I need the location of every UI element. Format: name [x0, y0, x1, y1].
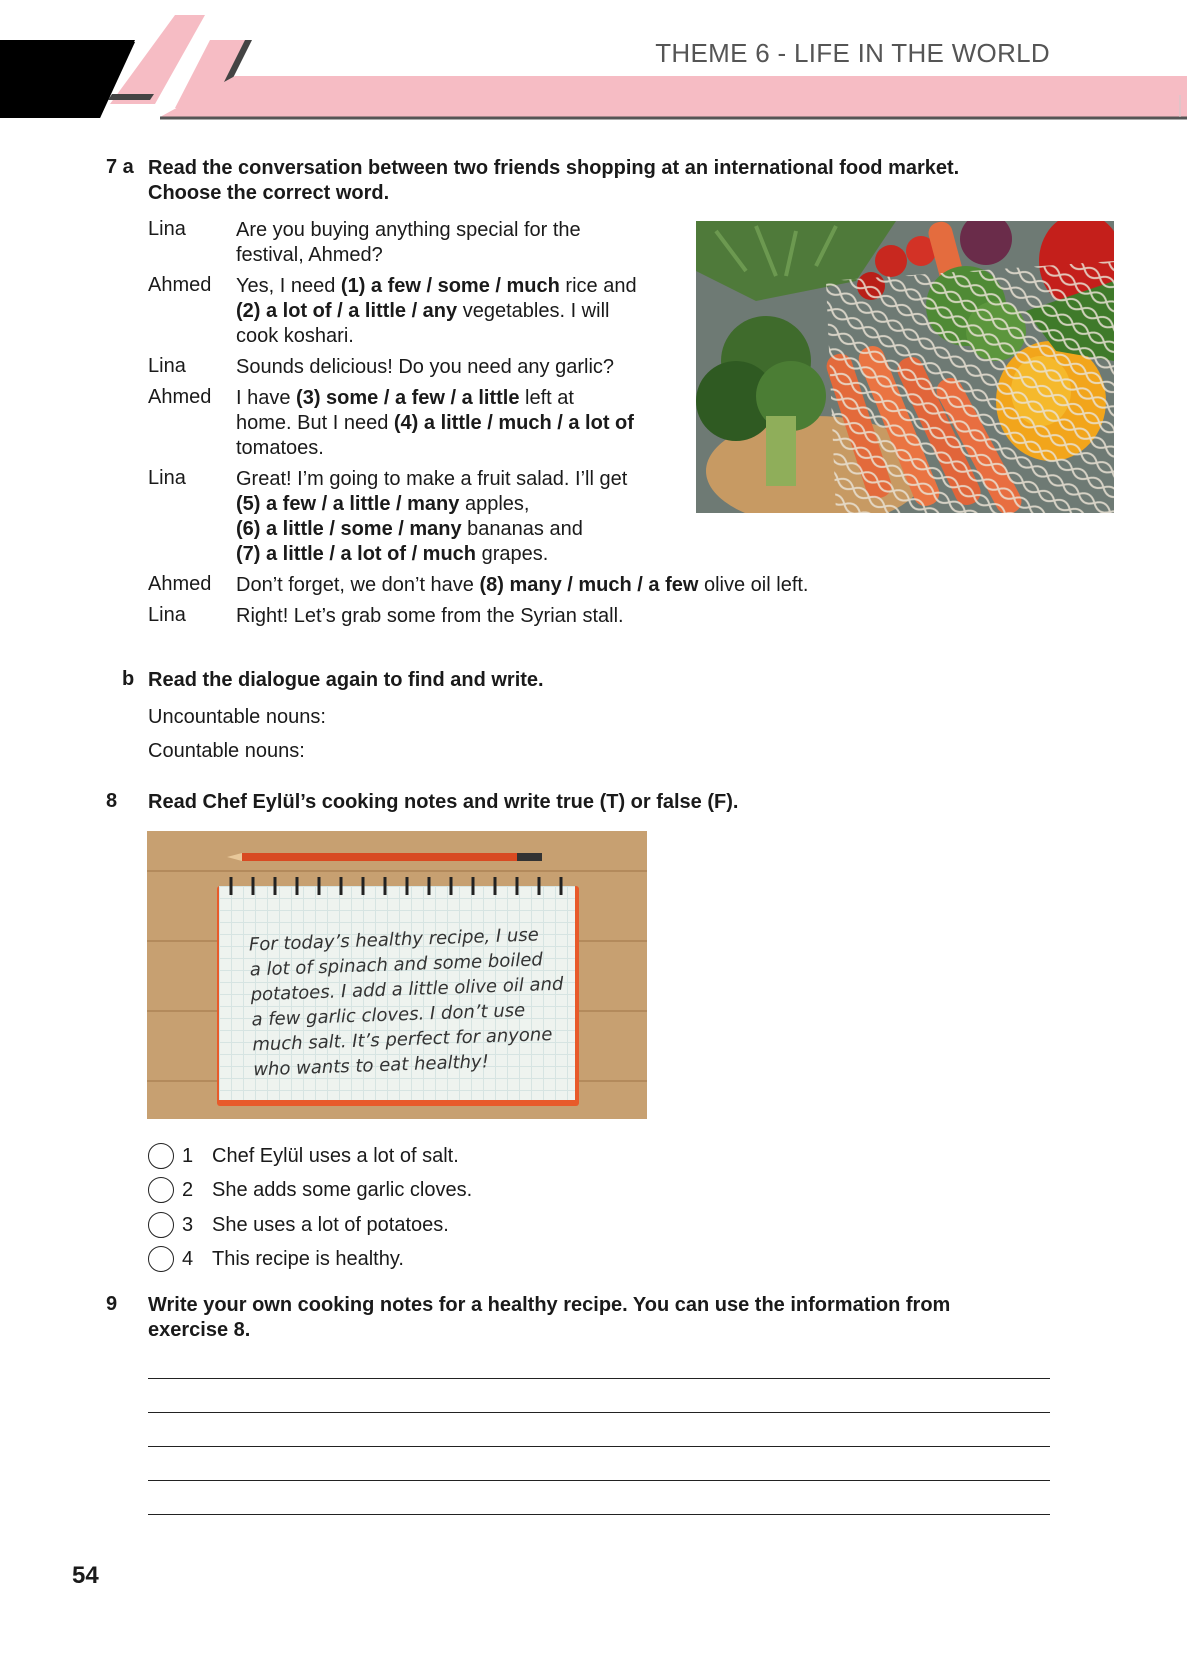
choice-5[interactable]: (5) a few / a little / many — [236, 493, 460, 515]
choice-7[interactable]: (7) a little / a lot of / much — [236, 543, 477, 565]
choice-1[interactable]: (1) a few / some / much — [340, 275, 560, 297]
answer-line[interactable] — [148, 1412, 1050, 1413]
speaker-name: Ahmed — [148, 386, 212, 408]
tf-statement: 1 Chef Eylül uses a lot of salt. — [148, 1141, 459, 1171]
cooking-notes-image — [147, 831, 647, 1119]
exercise-8-number: 8 — [106, 790, 118, 812]
dialogue-line: festival, Ahmed? — [236, 244, 383, 266]
dialogue-line: Yes, I need (1) a few / some / much rice and — [236, 275, 637, 297]
choice-3[interactable]: (3) some / a few / a little — [296, 387, 520, 409]
speaker-name: Lina — [148, 218, 186, 240]
answer-line[interactable] — [148, 1480, 1050, 1481]
answer-line[interactable] — [148, 1514, 1050, 1515]
page-number: 54 — [72, 1562, 99, 1589]
speaker-name: Lina — [148, 604, 186, 626]
cooking-note-text: For today’s healthy recipe, I use a lot of spinach and some boiled potatoes. I add a little olive oil and a few garlic cloves. I don’t use much salt. It’s perfect for anyone who wants to eat healthy! — [248, 924, 564, 1081]
dialogue-line: Great! I’m going to make a fruit salad. I’ll get — [236, 468, 628, 490]
exercise-9-instructions: Write your own cooking notes for a healthy recipe. You can use the information from exercise 8. — [148, 1294, 951, 1341]
answer-circle[interactable] — [148, 1246, 174, 1272]
header-pink-band — [160, 76, 1187, 117]
answer-line[interactable] — [148, 1378, 1050, 1379]
answer-circle[interactable] — [148, 1177, 174, 1203]
dialogue-line: Right! Let’s grab some from the Syrian stall. — [236, 605, 624, 627]
notebook-spiral — [219, 873, 575, 901]
dialogue-line: (7) a little / a lot of / much grapes. — [236, 543, 549, 565]
tf-statement: 4 This recipe is healthy. — [148, 1244, 404, 1274]
speaker-name: Ahmed — [148, 573, 212, 595]
choice-4[interactable]: (4) a little / much / a lot of — [393, 412, 634, 434]
page-header-title: THEME 6 - LIFE IN THE WORLD — [655, 38, 1050, 68]
speaker-name: Ahmed — [148, 274, 212, 296]
exercise-7b-instructions: Read the dialogue again to find and write. — [148, 669, 544, 691]
dialogue-line: (6) a little / some / many bananas and — [236, 518, 583, 540]
answer-circle[interactable] — [148, 1143, 174, 1169]
dialogue-line: Don’t forget, we don’t have (8) many / much / a few olive oil left. — [236, 574, 809, 596]
dialogue-line: home. But I need (4) a little / much / a lot of — [236, 412, 634, 434]
exercise-7a-instructions: Read the conversation between two friends shopping at an international food market. Choose the correct word. — [148, 157, 960, 204]
dialogue-line: tomatoes. — [236, 437, 324, 459]
tf-statement: 2 She adds some garlic cloves. — [148, 1175, 472, 1205]
countable-nouns-label: Countable nouns: — [148, 740, 305, 762]
dialogue-line: Sounds delicious! Do you need any garlic? — [236, 356, 615, 378]
speaker-name: Lina — [148, 355, 186, 377]
answer-line[interactable] — [148, 1446, 1050, 1447]
choice-6[interactable]: (6) a little / some / many — [236, 518, 462, 540]
choice-2[interactable]: (2) a lot of / a little / any — [236, 300, 458, 322]
pencil — [242, 853, 542, 861]
dialogue-line: (5) a few / a little / many apples, — [236, 493, 530, 515]
dialogue-line: I have (3) some / a few / a little left at — [236, 387, 574, 409]
exercise-7a-number: 7 a — [106, 156, 134, 178]
tf-statement: 3 She uses a lot of potatoes. — [148, 1210, 449, 1240]
answer-circle[interactable] — [148, 1212, 174, 1238]
dialogue-line: Are you buying anything special for the — [236, 219, 581, 241]
dialogue-line: (2) a lot of / a little / any vegetables. I will — [236, 300, 610, 322]
exercise-9-number: 9 — [106, 1293, 118, 1315]
uncountable-nouns-label: Uncountable nouns: — [148, 706, 326, 728]
speaker-name: Lina — [148, 467, 186, 489]
exercise-8-instructions: Read Chef Eylül’s cooking notes and write true (T) or false (F). — [148, 791, 739, 813]
exercise-7b-letter: b — [122, 668, 135, 690]
vegetables-photo — [696, 221, 1114, 513]
dialogue-line: cook koshari. — [236, 325, 354, 347]
choice-8[interactable]: (8) many / much / a few — [479, 574, 699, 596]
